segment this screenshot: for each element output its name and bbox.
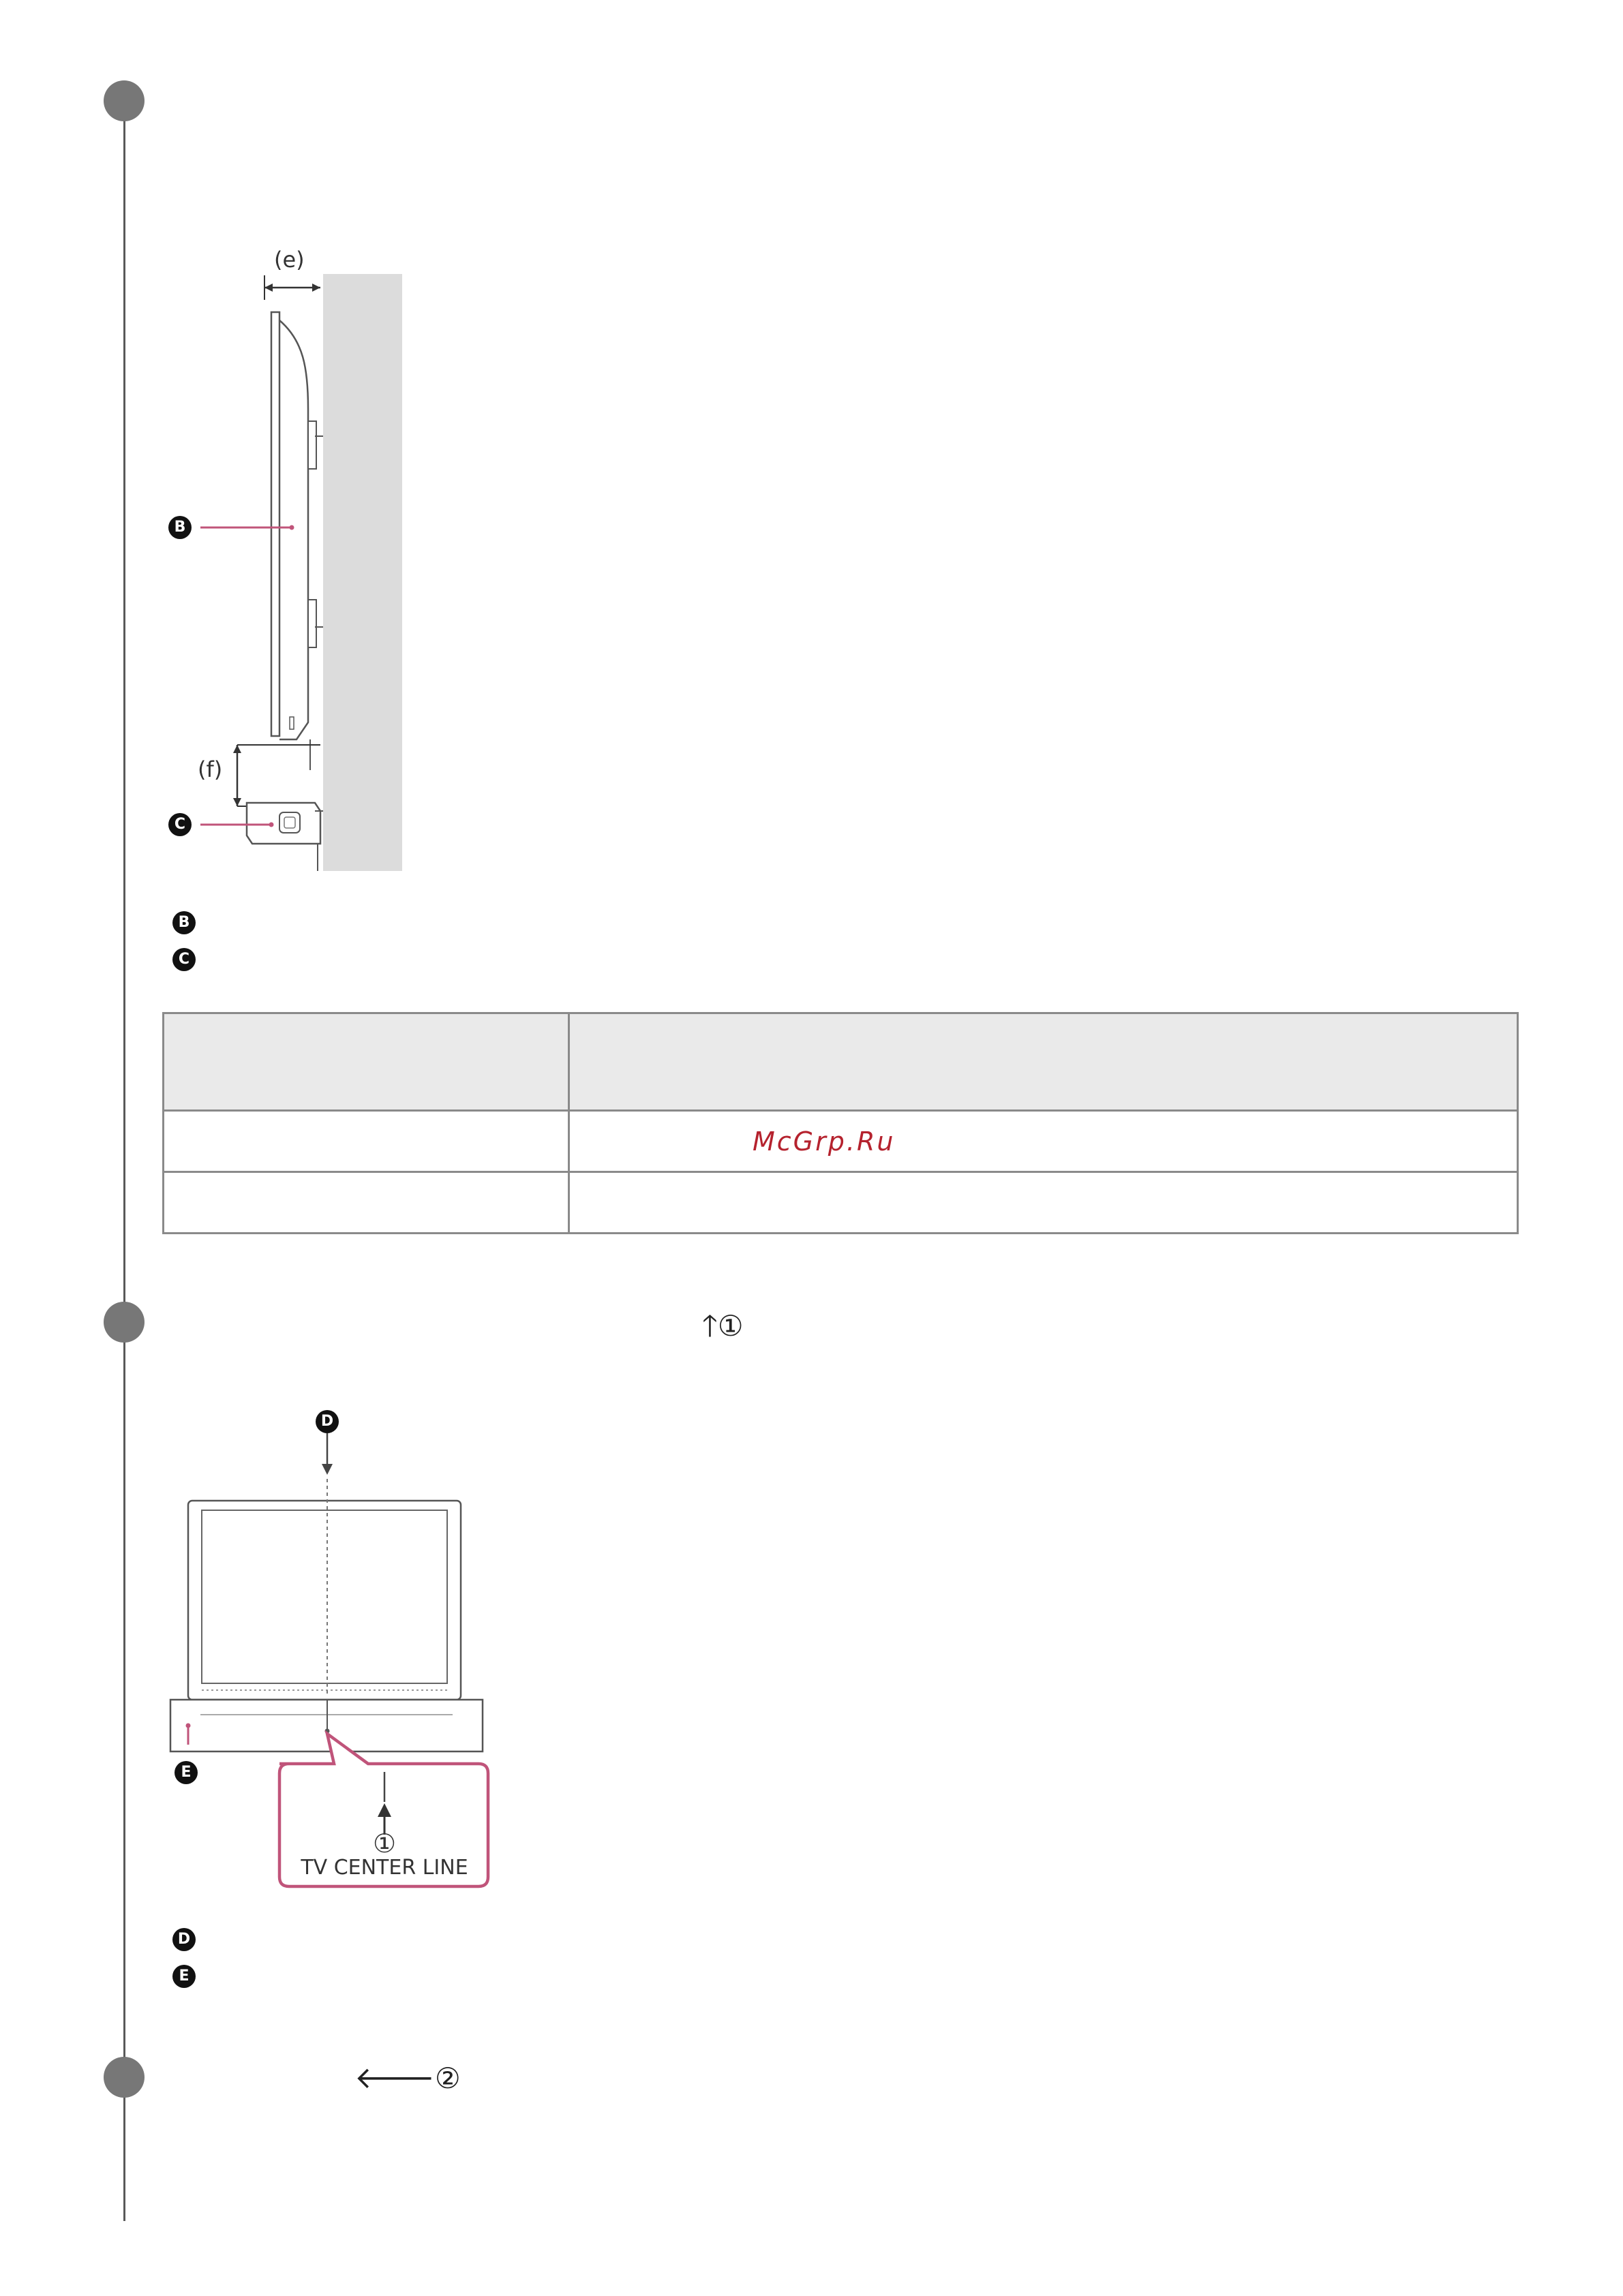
step-4-marker [104, 80, 145, 121]
tv-center-line-label: TV CENTER LINE [301, 1856, 468, 1880]
table-header-cell [164, 1013, 569, 1111]
table-cell [569, 1172, 1518, 1234]
legend-c-badge: C [172, 948, 196, 971]
figure-front-view [164, 1390, 518, 1895]
legend-e-badge: E [172, 1965, 196, 1988]
table-row [164, 1172, 1518, 1234]
legend-d-badge: D [172, 1928, 196, 1951]
tv-center-ref: ① [372, 1828, 397, 1858]
dim-f-label: (f) [198, 756, 223, 782]
table-header-row [164, 1013, 1518, 1111]
soundbar-side-profile [247, 803, 320, 844]
table-cell [164, 1172, 569, 1234]
dim-e-label: (e) [274, 247, 305, 273]
arrow-left-icon: 🡐 [354, 2061, 435, 2096]
callout-e-badge: E [175, 1761, 198, 1784]
step-6-marker [104, 2057, 145, 2098]
step-5-reference: 🡑① [702, 1308, 744, 1343]
table-cell [164, 1111, 569, 1172]
callout-d-badge: D [316, 1410, 339, 1433]
legend-b-badge: B [172, 911, 196, 934]
step-5-marker [104, 1302, 145, 1343]
watermark-text: McGrp.Ru [753, 1126, 896, 1157]
dimension-table [162, 1012, 1519, 1234]
tv-side-profile [271, 312, 279, 736]
table-row [164, 1111, 1518, 1172]
callout-c-badge: C [168, 813, 192, 836]
step-timeline [123, 100, 125, 2221]
table-cell [569, 1111, 1518, 1172]
step-6-reference: 🡐② [354, 2061, 461, 2096]
tv-screen [202, 1510, 447, 1683]
wall [323, 274, 402, 871]
table-header-cell [569, 1013, 1518, 1111]
figure-side-view [157, 232, 429, 886]
callout-b-badge: B [168, 516, 192, 539]
arrow-up-icon: 🡑 [702, 1308, 718, 1343]
